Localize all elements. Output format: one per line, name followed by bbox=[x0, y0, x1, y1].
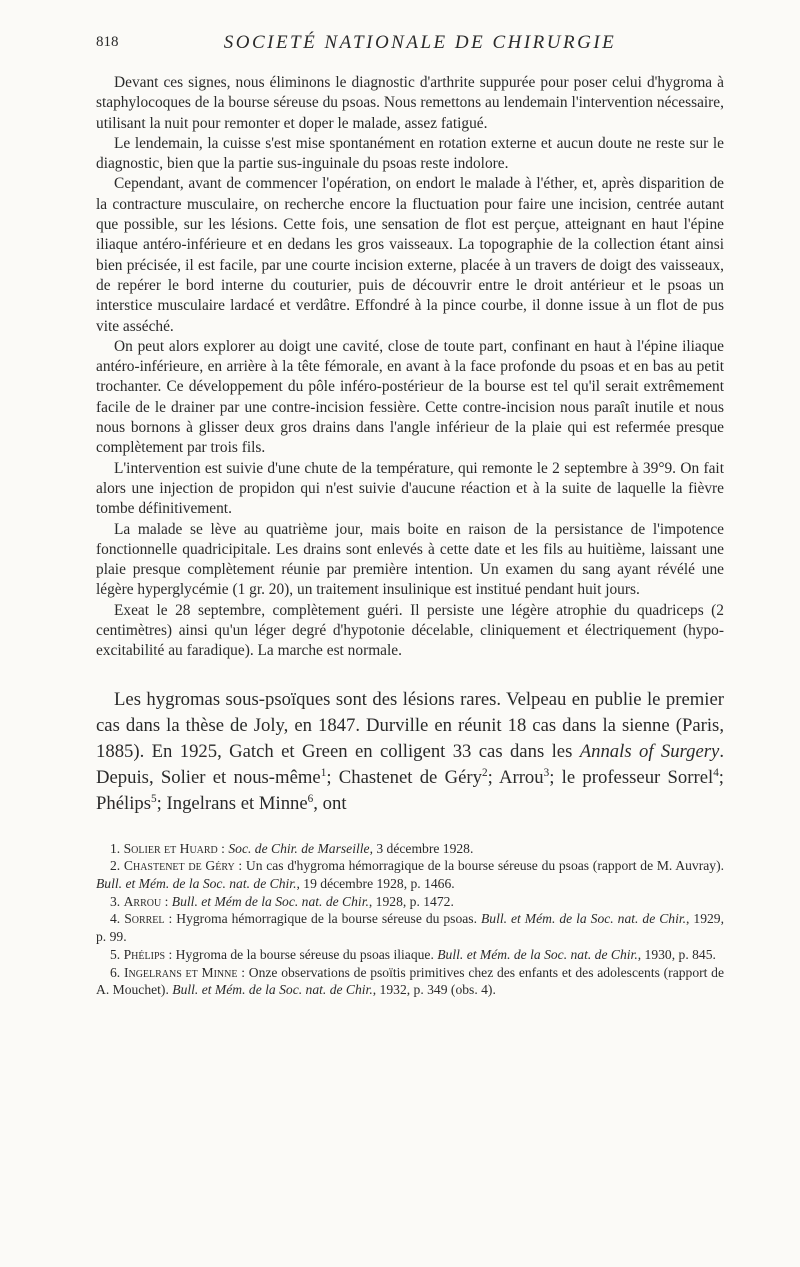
text-run: , ont bbox=[313, 793, 347, 815]
paragraph: L'intervention est suivie d'une chute de la température, qui remonte le 2 septembre à 39°9. On fait alors une injection de propidon qui n'est suivie d'aucune réaction et à la suite de laquelle la fièvre tombe définitivement. bbox=[96, 459, 724, 518]
footnote-journal: Soc. de Chir. de Marseille bbox=[228, 840, 370, 856]
footnote bbox=[96, 964, 724, 999]
paragraph bbox=[96, 687, 724, 818]
text-run: ; Ingelrans et Minne bbox=[156, 793, 308, 815]
footnote-journal: Bull. et Mém. de la Soc. nat. de Chir. bbox=[96, 876, 297, 892]
running-title: SOCIETÉ NATIONALE DE CHIRURGIE bbox=[223, 32, 617, 53]
footnote-sep: : bbox=[237, 964, 249, 980]
footnote-journal: Bull. et Mém de la Soc. nat. de Chir. bbox=[171, 893, 369, 909]
page-header bbox=[96, 34, 724, 60]
footnote-author: Phélips bbox=[123, 946, 166, 962]
footnote-number: 6. bbox=[110, 964, 121, 980]
text-run: . Depuis, Solier et nous-même bbox=[96, 741, 725, 789]
footnote-rest: , 3 décembre 1928. bbox=[369, 840, 474, 856]
page-number: 818 bbox=[96, 34, 119, 50]
footnote-sep: : bbox=[164, 911, 177, 927]
case-report-text bbox=[96, 73, 724, 662]
footnote-rest: , 1932, p. 349 (obs. 4). bbox=[372, 982, 496, 998]
paragraph: Le lendemain, la cuisse s'est mise spontanément en rotation externe et aucun doute ne reste sur le diagnostic, bien que la partie sus-inguinale du psoas reste indolore. bbox=[96, 134, 724, 173]
text-run: Les hygromas sous-psoïques sont des lésions rares. Velpeau en publie le premier cas dans la thèse de Joly, en 1847. Durville en réunit 18 cas dans la sienne (Paris, 1885). En 1925, Gatch et Green en colligent 33 cas dans les bbox=[96, 688, 724, 763]
footnote-author: Solier et Huard bbox=[123, 840, 218, 856]
footnote-number: 4. bbox=[110, 911, 121, 927]
footnote-journal: Bull. et Mém. de la Soc. nat. de Chir. bbox=[172, 982, 373, 998]
footnote bbox=[96, 893, 724, 911]
footnote-number: 5. bbox=[110, 946, 121, 962]
paragraph: Exeat le 28 septembre, complètement guéri. Il persiste une légère atrophie du quadriceps (2 centimètres) ainsi qu'un léger degré d'hypotonie décelable, cliniquement et électriquement (hypo-excitabilité au faradique). La marche est normale. bbox=[96, 601, 724, 660]
footnote-sep: : bbox=[161, 893, 172, 909]
paragraph: Cependant, avant de commencer l'opération, on endort le malade à l'éther, et, après disparition de la contracture musculaire, on recherche encore la fluctuation pour faire une incision, centrée autant que possible, sur les lésions. Cette fois, une sensation de flot est perçue, atteignant en haut l'épine iliaque antéro-inférieure et en dedans les gros vaisseaux. La topographie de la collection étant ainsi bien précisée, il est facile, par une courte incision externe, placée à un travers de doigt des vaisseaux, de repérer le bord interne du couturier, puis de découvrir entre le droit antérieur et le psoas un interstice musculaire lardacé et verdâtre. Effondré à la pince courbe, il donne issue à un flot de pus vite asséché. bbox=[96, 175, 724, 335]
footnote bbox=[96, 946, 724, 964]
footnote-author: Chastenet de Géry bbox=[123, 858, 235, 874]
footnote-ref[interactable]: 5 bbox=[151, 793, 157, 806]
footnote-journal: Bull. et Mém. de la Soc. nat. de Chir. bbox=[437, 946, 638, 962]
footnote-rest: , 1930, p. 845. bbox=[637, 946, 716, 962]
footnote-sep: : bbox=[217, 840, 229, 856]
text-run: ; le professeur Sorrel bbox=[549, 767, 714, 789]
text-run: ; Chastenet de Géry bbox=[326, 767, 482, 789]
footnote-ref[interactable]: 6 bbox=[307, 793, 314, 806]
footnote-text: Hygroma de la bourse séreuse du psoas iliaque. bbox=[175, 946, 438, 962]
paragraph: La malade se lève au quatrième jour, mais boite en raison de la persistance de l'impotence fonctionnelle quadricipitale. Les drains sont enlevés à cette date et les fils au huitième, laissant une plaie presque complètement réunie par première intention. Un examen du sang ayant révélé une légère hyperglycémie (1 gr. 20), un traitement insulinique est institué pendant huit jours. bbox=[96, 520, 724, 599]
footnote-author: Ingelrans et Minne bbox=[123, 964, 238, 980]
footnote bbox=[96, 910, 724, 945]
footnote-sep: : bbox=[165, 946, 176, 962]
footnote-rest: , 1929, p. 99. bbox=[96, 911, 725, 945]
footnote bbox=[96, 840, 724, 858]
footnote-number: 3. bbox=[110, 893, 121, 909]
footnote-sep: : bbox=[234, 858, 246, 874]
footnote-text: Onze observations de psoïtis primitives chez des enfants et des adolescents (rapport de A. Mouchet). bbox=[96, 964, 724, 998]
footnote-ref[interactable]: 1 bbox=[320, 766, 327, 779]
footnote bbox=[96, 857, 724, 892]
text-run: ; Arrou bbox=[487, 767, 544, 789]
footnote-text: Hygroma hémorragique de la bourse séreuse du psoas. bbox=[176, 911, 481, 927]
footnote-ref[interactable]: 3 bbox=[543, 766, 550, 779]
footnote-rest: , 19 décembre 1928, p. 1466. bbox=[296, 876, 455, 892]
footnote-ref[interactable]: 4 bbox=[713, 766, 719, 779]
footnote-number: 2. bbox=[110, 858, 121, 874]
footnote-journal: Bull. et Mém. de la Soc. nat. de Chir. bbox=[480, 911, 687, 927]
text-run: ; Phélips bbox=[96, 767, 724, 815]
footnotes bbox=[96, 840, 724, 999]
footnote-number: 1. bbox=[110, 840, 121, 856]
footnote-author: Sorrel bbox=[124, 911, 165, 927]
discussion-text bbox=[96, 687, 724, 818]
paragraph: Devant ces signes, nous éliminons le diagnostic d'arthrite suppurée pour poser celui d'hygroma à staphylocoques de la bourse séreuse du psoas. Nous remettons au lendemain l'intervention nécessaire, utilisant la nuit pour remonter et doper le malade, assez fatigué. bbox=[96, 74, 724, 132]
document-page bbox=[96, 34, 724, 999]
footnote-author: Arrou bbox=[123, 893, 162, 909]
paragraph: On peut alors explorer au doigt une cavité, close de toute part, confinant en haut à l'épine iliaque antéro-inférieure, en arrière à la tête fémorale, en avant à la face profonde du psoas et en bas au petit trochanter. Ce développement du pôle inféro-postérieur de la bourse est tel qu'il serait extrêmement facile de le drainer par une contre-incision fessière. Cette contre-incision nous paraît inutile et nous nous bornons à glisser deux gros drains dans l'angle inférieur de la plaie qui est refermée presque complètement par trois fils. bbox=[96, 337, 724, 457]
footnote-text: Un cas d'hygroma hémorragique de la bourse séreuse du psoas (rapport de M. Auvray). bbox=[245, 858, 724, 874]
footnote-rest: , 1928, p. 1472. bbox=[368, 893, 454, 909]
journal-title: Annals of Surgery bbox=[579, 741, 720, 763]
footnote-ref[interactable]: 2 bbox=[481, 766, 488, 779]
